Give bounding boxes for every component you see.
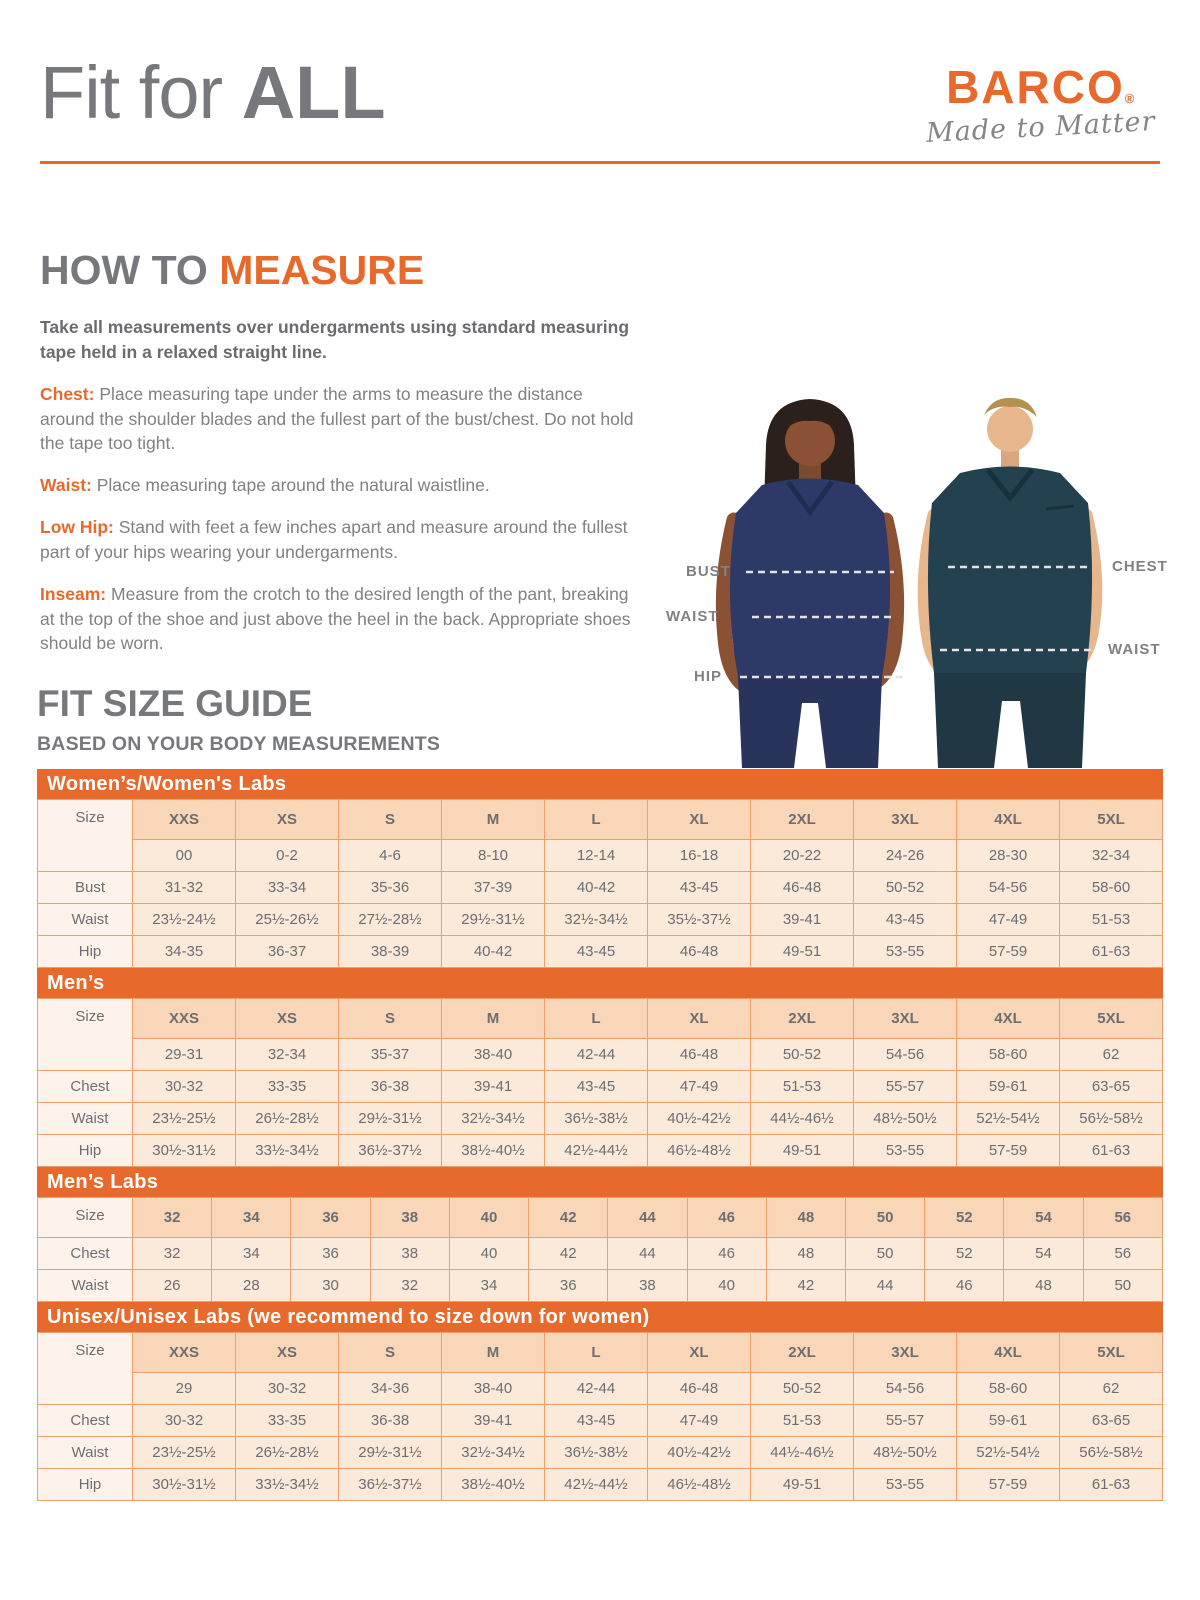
- measurement-value-cell: 52: [925, 1238, 1004, 1270]
- size-range-cell: 12-14: [545, 840, 648, 872]
- size-range-cell: 35-37: [339, 1039, 442, 1071]
- measurement-value-cell: 53-55: [854, 1135, 957, 1167]
- measurement-value-cell: 30½-31½: [133, 1469, 236, 1501]
- size-col-header: XXS: [133, 999, 236, 1039]
- measure-item-label: Chest:: [40, 383, 95, 404]
- size-col-header: 4XL: [957, 1333, 1060, 1373]
- measurement-value-cell: 51-53: [751, 1071, 854, 1103]
- size-table-2: [37, 1197, 1163, 1302]
- measurement-row: [38, 904, 1163, 936]
- measurement-value-cell: 44½-46½: [751, 1103, 854, 1135]
- measurement-value-cell: 46-48: [648, 936, 751, 968]
- size-col-header: 4XL: [957, 999, 1060, 1039]
- size-range-cell: 28-30: [957, 840, 1060, 872]
- brand-logo: [925, 61, 1160, 149]
- measure-item-waist: [40, 473, 640, 498]
- size-col-header: 2XL: [751, 1333, 854, 1373]
- measurement-value-cell: 29½-31½: [339, 1437, 442, 1469]
- measurement-row-label: Hip: [38, 1469, 133, 1501]
- size-range-cell: 46-48: [648, 1373, 751, 1405]
- measurement-value-cell: 39-41: [442, 1071, 545, 1103]
- measurement-value-cell: 59-61: [957, 1071, 1060, 1103]
- measurement-value-cell: 26½-28½: [236, 1103, 339, 1135]
- size-range-cell: 50-52: [751, 1039, 854, 1071]
- measurement-row: [38, 936, 1163, 968]
- size-range-cell: 29-31: [133, 1039, 236, 1071]
- measurement-value-cell: 30-32: [133, 1405, 236, 1437]
- size-tables: [37, 769, 1163, 1501]
- page-title-light: Fit for: [40, 51, 223, 134]
- measurement-value-cell: 39-41: [751, 904, 854, 936]
- size-range-cell: 58-60: [957, 1373, 1060, 1405]
- measurement-value-cell: 57-59: [957, 936, 1060, 968]
- measurement-value-cell: 40½-42½: [648, 1437, 751, 1469]
- size-range-cell: 38-40: [442, 1373, 545, 1405]
- size-col-header: S: [339, 999, 442, 1039]
- measurement-value-cell: 31-32: [133, 872, 236, 904]
- measurement-value-cell: 34: [449, 1270, 528, 1302]
- how-to-measure-section: [40, 247, 640, 656]
- measurement-value-cell: 43-45: [545, 1071, 648, 1103]
- measurement-value-cell: 44: [608, 1238, 687, 1270]
- measurement-value-cell: 47-49: [957, 904, 1060, 936]
- measurement-row: [38, 1270, 1163, 1302]
- waist-measure-label-right: WAIST: [1108, 641, 1161, 658]
- size-col-header: XS: [236, 800, 339, 840]
- size-range-row: [38, 1373, 1163, 1405]
- measurement-value-cell: 40-42: [545, 872, 648, 904]
- measurement-value-cell: 53-55: [854, 1469, 957, 1501]
- measurement-value-cell: 36½-37½: [339, 1135, 442, 1167]
- size-range-cell: 62: [1060, 1039, 1163, 1071]
- size-row-label: Size: [38, 800, 133, 872]
- size-row-label: Size: [38, 999, 133, 1071]
- size-col-header: L: [545, 1333, 648, 1373]
- size-col-header: 56: [1083, 1198, 1162, 1238]
- registered-mark: ®: [1124, 91, 1137, 106]
- size-row-label: Size: [38, 1333, 133, 1405]
- measurement-value-cell: 36-38: [339, 1071, 442, 1103]
- size-header-row: [38, 1333, 1163, 1373]
- measurement-value-cell: 28: [212, 1270, 291, 1302]
- size-col-header: 2XL: [751, 999, 854, 1039]
- measurement-value-cell: 36-38: [339, 1405, 442, 1437]
- size-range-cell: 32-34: [236, 1039, 339, 1071]
- measurement-value-cell: 56½-58½: [1060, 1103, 1163, 1135]
- measure-item-text: Place measuring tape under the arms to measure the distance around the shoulder blades and the fullest part of the bust/chest. Do not hold the tape too tight.: [40, 383, 634, 454]
- measurement-value-cell: 55-57: [854, 1071, 957, 1103]
- size-col-header: XL: [648, 1333, 751, 1373]
- measurement-row-label: Hip: [38, 936, 133, 968]
- measurement-value-cell: 33½-34½: [236, 1135, 339, 1167]
- measurement-value-cell: 46: [687, 1238, 766, 1270]
- measurement-value-cell: 63-65: [1060, 1071, 1163, 1103]
- measurement-row: [38, 1238, 1163, 1270]
- brand-wordmark: BARCO: [946, 61, 1125, 113]
- measure-item-chest: [40, 382, 640, 457]
- hip-measure-label: HIP: [694, 668, 723, 685]
- waist-measure-label-left: WAIST: [666, 608, 719, 625]
- size-col-header: M: [442, 1333, 545, 1373]
- size-table-1: [37, 998, 1163, 1167]
- measure-item-text: Stand with feet a few inches apart and measure around the fullest part of your hips wearing your undergarments.: [40, 517, 628, 562]
- how-to-measure-heading: [40, 247, 640, 293]
- measurement-value-cell: 23½-25½: [133, 1103, 236, 1135]
- measurement-row: [38, 1103, 1163, 1135]
- measurement-value-cell: 33½-34½: [236, 1469, 339, 1501]
- measurement-value-cell: 50: [845, 1238, 924, 1270]
- size-col-header: 42: [529, 1198, 608, 1238]
- size-col-header: 40: [449, 1198, 528, 1238]
- measurement-value-cell: 50-52: [854, 872, 957, 904]
- size-col-header: 52: [925, 1198, 1004, 1238]
- size-range-cell: 00: [133, 840, 236, 872]
- measurement-value-cell: 33-34: [236, 872, 339, 904]
- page-title: [40, 51, 386, 134]
- measure-item-low-hip: [40, 515, 640, 565]
- measurement-value-cell: 58-60: [1060, 872, 1163, 904]
- size-header-row: [38, 1198, 1163, 1238]
- measurement-value-cell: 46½-48½: [648, 1469, 751, 1501]
- measurement-value-cell: 38: [608, 1270, 687, 1302]
- measurement-value-cell: 26½-28½: [236, 1437, 339, 1469]
- measurement-value-cell: 44½-46½: [751, 1437, 854, 1469]
- size-range-cell: 46-48: [648, 1039, 751, 1071]
- size-col-header: 38: [370, 1198, 449, 1238]
- measurement-row-label: Hip: [38, 1135, 133, 1167]
- measure-item-text: Measure from the crotch to the desired length of the pant, breaking at the top of the shoe and just above the heel in the back. Appropriate shoes should be worn.: [40, 583, 631, 654]
- measurement-value-cell: 40: [687, 1270, 766, 1302]
- size-col-header: 3XL: [854, 1333, 957, 1373]
- bust-measure-label: BUST: [686, 563, 731, 580]
- size-col-header: XS: [236, 999, 339, 1039]
- measurement-value-cell: 38½-40½: [442, 1135, 545, 1167]
- measurement-value-cell: 61-63: [1060, 1469, 1163, 1501]
- measurement-value-cell: 57-59: [957, 1135, 1060, 1167]
- measurement-value-cell: 36½-38½: [545, 1103, 648, 1135]
- size-range-cell: 62: [1060, 1373, 1163, 1405]
- size-col-header: XXS: [133, 800, 236, 840]
- measure-intro: Take all measurements over undergarments using standard measuring tape held in a relaxed straight line.: [40, 317, 630, 362]
- measurement-row-label: Waist: [38, 904, 133, 936]
- size-range-row: [38, 1039, 1163, 1071]
- size-col-header: L: [545, 800, 648, 840]
- size-table-3: [37, 1332, 1163, 1501]
- table-band-title-3: Unisex/Unisex Labs (we recommend to size down for women): [37, 1302, 1163, 1332]
- measurement-value-cell: 36½-38½: [545, 1437, 648, 1469]
- size-row-label: Size: [38, 1198, 133, 1238]
- measurement-value-cell: 49-51: [751, 1469, 854, 1501]
- size-range-cell: 0-2: [236, 840, 339, 872]
- measurement-value-cell: 26: [133, 1270, 212, 1302]
- measurement-value-cell: 30½-31½: [133, 1135, 236, 1167]
- measurement-value-cell: 38½-40½: [442, 1469, 545, 1501]
- size-col-header: XL: [648, 800, 751, 840]
- measurement-value-cell: 53-55: [854, 936, 957, 968]
- size-col-header: S: [339, 1333, 442, 1373]
- measurement-value-cell: 56½-58½: [1060, 1437, 1163, 1469]
- measurement-value-cell: 43-45: [545, 936, 648, 968]
- measurement-value-cell: 32½-34½: [442, 1437, 545, 1469]
- size-col-header: XS: [236, 1333, 339, 1373]
- measurement-value-cell: 56: [1083, 1238, 1162, 1270]
- measurement-value-cell: 63-65: [1060, 1405, 1163, 1437]
- size-col-header: 5XL: [1060, 999, 1163, 1039]
- measurement-value-cell: 36½-37½: [339, 1469, 442, 1501]
- size-col-header: XXS: [133, 1333, 236, 1373]
- measurement-value-cell: 43-45: [854, 904, 957, 936]
- size-col-header: L: [545, 999, 648, 1039]
- measurement-value-cell: 30-32: [133, 1071, 236, 1103]
- measurement-value-cell: 38: [370, 1238, 449, 1270]
- measurement-value-cell: 33-35: [236, 1405, 339, 1437]
- measurement-value-cell: 34: [212, 1238, 291, 1270]
- measurement-row: [38, 1469, 1163, 1501]
- size-range-cell: 42-44: [545, 1373, 648, 1405]
- measurement-value-cell: 51-53: [1060, 904, 1163, 936]
- fit-size-guide-heading: FIT SIZE GUIDE: [37, 683, 313, 724]
- measurement-value-cell: 43-45: [545, 1405, 648, 1437]
- fit-size-guide-subheading: BASED ON YOUR BODY MEASUREMENTS: [37, 733, 441, 755]
- measurement-value-cell: 35-36: [339, 872, 442, 904]
- measurement-row: [38, 872, 1163, 904]
- measurement-value-cell: 52½-54½: [957, 1437, 1060, 1469]
- measurement-value-cell: 29½-31½: [339, 1103, 442, 1135]
- size-col-header: 50: [845, 1198, 924, 1238]
- page-title-bold: ALL: [241, 51, 386, 134]
- measurement-value-cell: 37-39: [442, 872, 545, 904]
- measurement-value-cell: 43-45: [648, 872, 751, 904]
- measurement-value-cell: 48½-50½: [854, 1103, 957, 1135]
- measurement-row: [38, 1405, 1163, 1437]
- measurement-value-cell: 29½-31½: [442, 904, 545, 936]
- measure-item-label: Waist:: [40, 475, 92, 496]
- size-col-header: 3XL: [854, 999, 957, 1039]
- measurement-value-cell: 42½-44½: [545, 1135, 648, 1167]
- size-col-header: 34: [212, 1198, 291, 1238]
- measurement-value-cell: 30: [291, 1270, 370, 1302]
- size-col-header: 5XL: [1060, 1333, 1163, 1373]
- measurement-value-cell: 49-51: [751, 936, 854, 968]
- measurement-row-label: Waist: [38, 1437, 133, 1469]
- size-col-header: M: [442, 800, 545, 840]
- measurement-value-cell: 46-48: [751, 872, 854, 904]
- size-range-cell: 16-18: [648, 840, 751, 872]
- table-band-title-0: Women’s/Women's Labs: [37, 769, 1163, 799]
- size-col-header: 3XL: [854, 800, 957, 840]
- measurement-value-cell: 40-42: [442, 936, 545, 968]
- measurement-row-label: Waist: [38, 1270, 133, 1302]
- measurement-value-cell: 50: [1083, 1270, 1162, 1302]
- measurement-value-cell: 57-59: [957, 1469, 1060, 1501]
- measurement-value-cell: 51-53: [751, 1405, 854, 1437]
- measure-item-label: Inseam:: [40, 583, 107, 604]
- measurement-value-cell: 54-56: [957, 872, 1060, 904]
- size-col-header: 32: [133, 1198, 212, 1238]
- measurement-row-label: Chest: [38, 1405, 133, 1437]
- measurement-value-cell: 35½-37½: [648, 904, 751, 936]
- size-range-cell: 34-36: [339, 1373, 442, 1405]
- measurement-value-cell: 23½-24½: [133, 904, 236, 936]
- measurement-row-label: Chest: [38, 1238, 133, 1270]
- size-col-header: 46: [687, 1198, 766, 1238]
- size-table-0: [37, 799, 1163, 968]
- size-range-cell: 54-56: [854, 1039, 957, 1071]
- size-col-header: 36: [291, 1198, 370, 1238]
- measure-item-inseam: [40, 582, 640, 657]
- measurement-value-cell: 47-49: [648, 1405, 751, 1437]
- measurement-value-cell: 34-35: [133, 936, 236, 968]
- chest-measure-label: CHEST: [1112, 558, 1168, 575]
- size-range-cell: 58-60: [957, 1039, 1060, 1071]
- measurement-value-cell: 23½-25½: [133, 1437, 236, 1469]
- measurement-value-cell: 25½-26½: [236, 904, 339, 936]
- size-range-cell: 29: [133, 1373, 236, 1405]
- measurement-value-cell: 39-41: [442, 1405, 545, 1437]
- size-range-cell: 50-52: [751, 1373, 854, 1405]
- measurement-row: [38, 1135, 1163, 1167]
- size-col-header: 5XL: [1060, 800, 1163, 840]
- size-range-cell: 54-56: [854, 1373, 957, 1405]
- size-range-cell: 4-6: [339, 840, 442, 872]
- measurement-value-cell: 42: [529, 1238, 608, 1270]
- fit-size-guide-section: [37, 685, 1163, 1501]
- size-range-cell: 38-40: [442, 1039, 545, 1071]
- measurement-value-cell: 52½-54½: [957, 1103, 1060, 1135]
- measurement-value-cell: 42: [766, 1270, 845, 1302]
- measurement-row-label: Chest: [38, 1071, 133, 1103]
- size-range-cell: 20-22: [751, 840, 854, 872]
- measurement-value-cell: 61-63: [1060, 936, 1163, 968]
- size-col-header: XL: [648, 999, 751, 1039]
- measurement-value-cell: 54: [1004, 1238, 1083, 1270]
- measurement-value-cell: 32½-34½: [442, 1103, 545, 1135]
- measurement-value-cell: 61-63: [1060, 1135, 1163, 1167]
- size-range-row: [38, 840, 1163, 872]
- size-col-header: 54: [1004, 1198, 1083, 1238]
- size-col-header: 2XL: [751, 800, 854, 840]
- measurement-value-cell: 48: [766, 1238, 845, 1270]
- size-col-header: 48: [766, 1198, 845, 1238]
- measurement-value-cell: 49-51: [751, 1135, 854, 1167]
- measurement-value-cell: 59-61: [957, 1405, 1060, 1437]
- size-range-cell: 32-34: [1060, 840, 1163, 872]
- header: [0, 0, 1200, 149]
- measurement-row: [38, 1071, 1163, 1103]
- measurement-value-cell: 27½-28½: [339, 904, 442, 936]
- measurement-value-cell: 48: [1004, 1270, 1083, 1302]
- measurement-value-cell: 36: [529, 1270, 608, 1302]
- size-range-cell: 30-32: [236, 1373, 339, 1405]
- measure-item-label: Low Hip:: [40, 517, 114, 538]
- measurement-value-cell: 40: [449, 1238, 528, 1270]
- measurement-value-cell: 42½-44½: [545, 1469, 648, 1501]
- divider-rule: [40, 161, 1160, 164]
- size-header-row: [38, 999, 1163, 1039]
- measurement-value-cell: 38-39: [339, 936, 442, 968]
- measurement-value-cell: 32: [133, 1238, 212, 1270]
- measurement-row-label: Waist: [38, 1103, 133, 1135]
- measurement-value-cell: 46½-48½: [648, 1135, 751, 1167]
- measurement-value-cell: 33-35: [236, 1071, 339, 1103]
- size-col-header: 4XL: [957, 800, 1060, 840]
- size-range-cell: 8-10: [442, 840, 545, 872]
- measurement-value-cell: 44: [845, 1270, 924, 1302]
- measurement-value-cell: 32: [370, 1270, 449, 1302]
- size-range-cell: 24-26: [854, 840, 957, 872]
- measurement-value-cell: 40½-42½: [648, 1103, 751, 1135]
- size-col-header: M: [442, 999, 545, 1039]
- measurement-value-cell: 32½-34½: [545, 904, 648, 936]
- brand-tagline: Made to Matter: [925, 106, 1157, 149]
- measurement-value-cell: 48½-50½: [854, 1437, 957, 1469]
- measurement-row-label: Bust: [38, 872, 133, 904]
- measure-item-text: Place measuring tape around the natural waistline.: [96, 475, 490, 496]
- measurement-value-cell: 46: [925, 1270, 1004, 1302]
- size-range-cell: 42-44: [545, 1039, 648, 1071]
- measurement-row: [38, 1437, 1163, 1469]
- measurement-value-cell: 36-37: [236, 936, 339, 968]
- heading-orange-part: MEASURE: [219, 247, 425, 293]
- heading-gray-part: HOW TO: [40, 247, 208, 293]
- table-band-title-2: Men’s Labs: [37, 1167, 1163, 1197]
- measurement-value-cell: 36: [291, 1238, 370, 1270]
- measurement-value-cell: 47-49: [648, 1071, 751, 1103]
- size-col-header: S: [339, 800, 442, 840]
- table-band-title-1: Men’s: [37, 968, 1163, 998]
- brand-name: [926, 61, 1156, 113]
- size-header-row: [38, 800, 1163, 840]
- size-col-header: 44: [608, 1198, 687, 1238]
- measurement-value-cell: 55-57: [854, 1405, 957, 1437]
